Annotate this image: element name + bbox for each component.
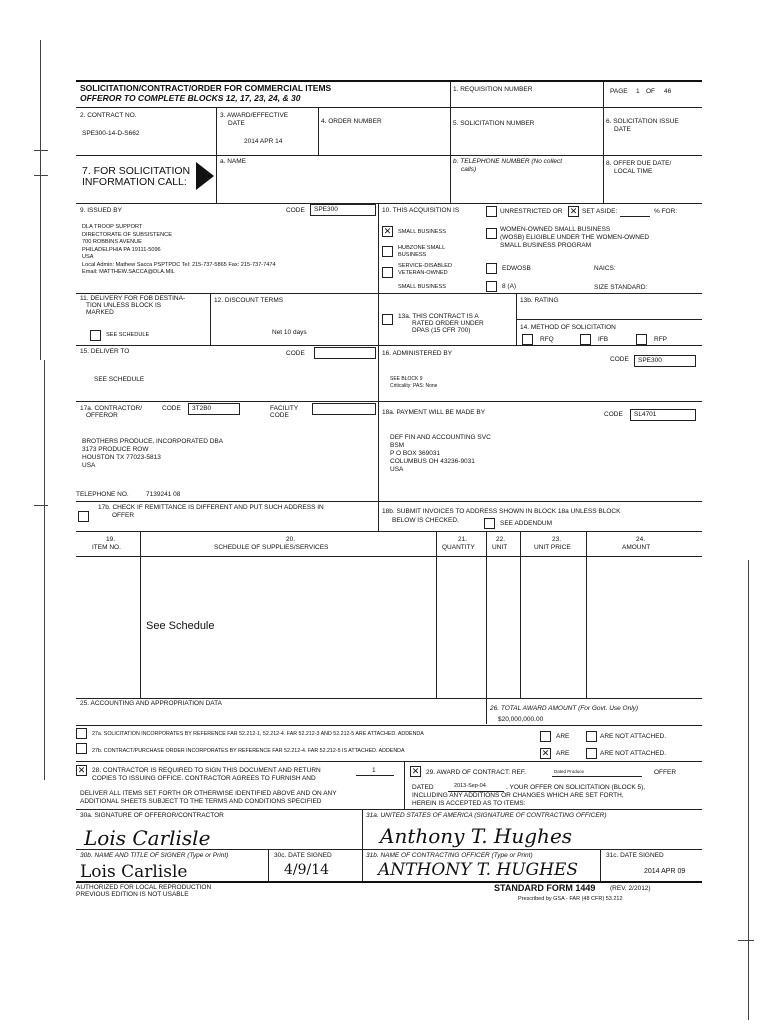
payment-line: BSM (390, 442, 405, 449)
form-revision: (REV. 2/2012) (610, 885, 651, 892)
right-margin-tick (738, 940, 754, 941)
unrestricted-label: UNRESTRICTED OR (500, 208, 563, 215)
divider (600, 849, 601, 881)
clause-28-checkbox[interactable]: ✕ (77, 765, 86, 775)
rfq-checkbox[interactable] (522, 334, 533, 345)
clause-29-line-4: HEREIN IS ACCEPTED AS TO ITEMS: (412, 800, 526, 807)
divider (76, 849, 702, 850)
divider (76, 203, 702, 204)
officer-date-signed: 2014 APR 09 (644, 868, 686, 875)
form-border-bottom (76, 881, 702, 883)
divider (216, 155, 217, 203)
clause-27b-checkbox[interactable] (76, 743, 87, 754)
contractor-code-label: CODE (162, 405, 181, 412)
clause-28-line-2: COPIES TO ISSUING OFFICE. CONTRACTOR AGREES TO FURNISH AND (92, 775, 316, 782)
27b-are-not-checkbox[interactable] (586, 748, 597, 759)
left-margin-tick (34, 175, 48, 176)
offeror-signature: Lois Carlisle (84, 826, 211, 850)
divider (362, 809, 363, 881)
officer-signature: Anthony T. Hughes (380, 824, 573, 848)
remittance-checkbox[interactable] (78, 511, 89, 522)
telephone-label-2: calls) (461, 166, 477, 173)
solicitation-number-label: 5. SOLICITATION NUMBER (453, 120, 535, 127)
clause-29-line-3: INCLUDING ANY ADDITIONS OR CHANGES WHICH ARE SET FORTH, (412, 792, 624, 799)
rated-order-checkbox[interactable] (382, 314, 393, 325)
divider (76, 531, 702, 532)
deliver-to-label: 15. DELIVER TO (80, 348, 130, 355)
divider (378, 203, 379, 293)
issued-line: USA (82, 254, 94, 260)
divider (76, 345, 702, 346)
ifb-label: IFB (598, 336, 609, 343)
payment-code-label: CODE (604, 411, 623, 418)
contractor-address (82, 438, 223, 470)
for-solicitation-line-1: 7. FOR SOLICITATION (82, 165, 191, 177)
clause-27a-checkbox[interactable] (76, 728, 87, 739)
administered-line-1: SEE BLOCK 9 (390, 376, 423, 382)
divider (378, 401, 379, 501)
contractor-date-signed-label: 30c. DATE SIGNED (274, 852, 332, 859)
left-margin-line (44, 360, 45, 780)
facility-label-2: CODE (270, 412, 289, 419)
unrestricted-checkbox[interactable] (486, 206, 497, 217)
name-label: a. NAME (220, 158, 247, 165)
form-number: STANDARD FORM 1449 (494, 883, 596, 893)
size-standard-label: SIZE STANDARD: (594, 284, 648, 291)
rated-order-label-2: RATED ORDER UNDER (412, 320, 484, 327)
divider (76, 698, 702, 699)
rfp-checkbox[interactable] (636, 334, 647, 345)
divider (516, 293, 517, 319)
order-number-label: 4. ORDER NUMBER (321, 118, 382, 125)
remittance-label-2: OFFER (112, 512, 135, 519)
rfp-label: RFP (654, 336, 667, 343)
telephone-label: b. TELEPHONE NUMBER (No collect (453, 158, 563, 165)
divider (450, 81, 451, 107)
rfq-label: RFQ (540, 336, 554, 343)
delivery-label-3: MARKED (86, 309, 114, 316)
signature-officer-label: 31a. UNITED STATES OF AMERICA (SIGNATURE OF CONTRACTING OFFICER) (366, 812, 607, 819)
page-of: OF (646, 88, 656, 95)
rated-order-label: 13a. THIS CONTRACT IS A (398, 313, 479, 320)
contractor-telephone: 7139241 08 (146, 491, 181, 498)
col-unit: UNIT (492, 544, 508, 551)
divider (76, 556, 702, 557)
issued-by-address (82, 224, 276, 277)
authorized-reproduction: AUTHORIZED FOR LOCAL REPRODUCTION (76, 884, 212, 891)
right-margin-line (748, 560, 749, 1020)
contract-no-label: 2. CONTRACT NO. (80, 112, 137, 119)
discount-terms-value: Net 10 days (272, 329, 307, 336)
col-item-no: ITEM NO. (92, 544, 121, 551)
issued-line: Email: MATTHEW.SACCA@DLA.MIL (82, 269, 175, 275)
hubzone-label-2: BUSINESS (398, 252, 427, 258)
edwosb-label: EDWOSB (502, 265, 531, 272)
officer-name-label: 31b. NAME OF CONTRACTING OFFICER (Type or Print) (366, 852, 533, 859)
issued-line: DIRECTORATE OF SUBSISTENCE (82, 231, 172, 238)
delivery-see-schedule-checkbox[interactable] (90, 330, 101, 341)
clause-29-date: 2013-Sep-04 (454, 783, 486, 789)
payment-line: USA (390, 466, 404, 473)
col-amount-num: 24. (636, 536, 646, 543)
officer-date-signed-label: 31c. DATE SIGNED (606, 852, 664, 859)
divider (76, 501, 702, 502)
divider (318, 107, 319, 155)
payment-line: COLUMBUS OH 43236-9031 (390, 458, 475, 465)
facility-code-box (312, 403, 376, 415)
page-label: PAGE (610, 88, 628, 95)
issued-by-code: SPE300 (314, 206, 338, 213)
clause-29-checkbox[interactable]: ✕ (411, 766, 420, 776)
divider (268, 849, 269, 881)
clause-28-copies: 1 (372, 767, 376, 774)
for-solicitation-line-2: INFORMATION CALL: (82, 176, 187, 188)
27a-are-checkbox[interactable] (540, 731, 551, 742)
pct-for-label: % FOR: (654, 208, 678, 215)
col-unit-price: UNIT PRICE (534, 544, 571, 551)
divider (76, 293, 702, 294)
issued-by-code-label: CODE (286, 207, 305, 214)
contract-no: SPE300-14-D-S662 (82, 130, 140, 137)
offer-due-label-2: LOCAL TIME (614, 168, 653, 175)
divider (76, 401, 702, 402)
schedule-col-divider (520, 531, 521, 698)
edwosb-checkbox[interactable] (486, 263, 497, 274)
divider (76, 155, 702, 156)
clause-27a: 27a. SOLICITATION INCORPORATES BY REFERENCE FAR 52.212-1, 52.212-4. FAR 52.212-3 AND 52.212-5 ARE ATTACHED. ADDENDA (92, 731, 424, 737)
delivery-label-2: TION UNLESS BLOCK IS (86, 302, 162, 309)
deliver-to-code-box (314, 347, 376, 359)
for-solicitation-label (82, 166, 190, 188)
schedule-col-divider (436, 531, 437, 698)
administered-code: SPE300 (638, 357, 662, 364)
clause-29-offer: OFFER (654, 769, 677, 776)
contractor-line: HOUSTON TX 77023-5813 (82, 454, 161, 461)
col-item-no-num: 19. (106, 536, 116, 543)
form-title: SOLICITATION/CONTRACT/ORDER FOR COMMERCIAL ITEMS (80, 83, 332, 93)
left-margin-tick (34, 150, 48, 151)
set-aside-checkbox[interactable]: ✕ (569, 206, 578, 216)
issued-line: DLA TROOP SUPPORT (82, 224, 143, 230)
discount-terms-label: 12. DISCOUNT TERMS (214, 297, 284, 304)
8a-label: 8 (A) (502, 283, 517, 290)
col-quantity-num: 21. (458, 536, 468, 543)
left-margin-tick (34, 505, 48, 506)
solicitation-issue-label-2: DATE (614, 126, 631, 133)
divider (378, 501, 379, 531)
ref-underline (552, 776, 642, 777)
divider (378, 293, 379, 345)
wosb-checkbox[interactable] (486, 228, 497, 239)
27a-are-label: ARE (556, 733, 570, 740)
divider (76, 107, 702, 108)
signature-offeror-label: 30a. SIGNATURE OF OFFEROR/CONTRACTOR (80, 812, 224, 819)
officer-name: ANTHONY T. HUGHES (378, 860, 579, 880)
sdvosb-label-3: SMALL BUSINESS (398, 284, 446, 290)
col-unit-num: 22. (496, 536, 506, 543)
prescribed-by: Prescribed by GSA - FAR (48 CFR) 53.212 (518, 896, 623, 902)
naics-label: NAICS: (594, 265, 616, 272)
divider (76, 725, 702, 726)
issued-by-label: 9. ISSUED BY (80, 207, 122, 214)
clause-28-line-3: DELIVER ALL ITEMS SET FORTH OR OTHERWISE IDENTIFIED ABOVE AND ON ANY (80, 790, 337, 797)
requisition-label: 1. REQUISITION NUMBER (453, 86, 533, 93)
page-total: 46 (664, 88, 672, 95)
delivery-label: 11. DELIVERY FOR FOB DESTINA- (80, 295, 186, 302)
8a-checkbox[interactable] (486, 281, 497, 292)
clause-29-line-2: . YOUR OFFER ON SOLICITATION (BLOCK 5), (506, 784, 646, 791)
hubzone-label: HUBZONE SMALL (398, 245, 446, 251)
divider (603, 81, 604, 107)
facility-label: FACILITY (270, 405, 299, 412)
payment-code: SL4701 (634, 411, 657, 418)
27b-are-not-label: ARE NOT ATTACHED. (600, 750, 667, 757)
rating-label: 13b. RATING (520, 297, 559, 304)
signer-name: Lois Carlisle (80, 862, 188, 882)
col-quantity: QUANTITY (442, 544, 475, 551)
clause-29: 29. AWARD OF CONTRACT: REF. (426, 769, 526, 776)
divider (216, 107, 217, 155)
issued-line: 700 ROBBINS AVENUE (82, 239, 142, 245)
form-subtitle: OFFEROR TO COMPLETE BLOCKS 12, 17, 23, 24, & 30 (80, 93, 301, 103)
sdvosb-checkbox[interactable] (382, 267, 393, 278)
submit-invoices-label-2: BELOW IS CHECKED. (392, 517, 459, 524)
schedule-body: See Schedule (146, 620, 215, 632)
small-business-checkbox[interactable]: ✕ (383, 226, 392, 236)
sdvosb-label-2: VETERAN-OWNED (398, 270, 448, 276)
deliver-to-code-label: CODE (286, 350, 305, 357)
clause-29-ref: Dated Produce (554, 769, 585, 774)
wosb-label-2: (WOSB) ELIGIBLE UNDER THE WOMEN-OWNED (500, 234, 650, 241)
remittance-label: 17b. CHECK IF REMITTANCE IS DIFFERENT AND PUT SUCH ADDRESS IN (98, 504, 324, 511)
col-schedule-num: 20. (286, 536, 296, 543)
set-aside-pct-line (620, 216, 650, 217)
divider (378, 345, 379, 401)
ifb-checkbox[interactable] (580, 334, 591, 345)
submit-invoices-label: 18b. SUBMIT INVOICES TO ADDRESS SHOWN IN BLOCK 18a UNLESS BLOCK (382, 508, 621, 515)
contractor-telephone-label: TELEPHONE NO. (76, 491, 129, 498)
wosb-label-3: SMALL BUSINESS PROGRAM (500, 242, 592, 249)
divider (210, 293, 211, 345)
payment-address (390, 434, 491, 474)
payment-line: P O BOX 369031 (390, 450, 441, 457)
signer-name-label: 30b. NAME AND TITLE OF SIGNER (Type or Print) (80, 852, 229, 859)
col-schedule: SCHEDULE OF SUPPLIES/SERVICES (214, 544, 329, 551)
divider (516, 319, 517, 345)
administered-code-label: CODE (610, 356, 629, 363)
copies-underline (356, 775, 394, 776)
administered-line-2: Criticality: PAS: None (390, 383, 438, 389)
small-business-label: SMALL BUSINESS (398, 229, 446, 235)
schedule-col-divider (486, 531, 487, 698)
award-date-label-2: DATE (228, 120, 245, 127)
total-award-label: 26. TOTAL AWARD AMOUNT (For Govt. Use Only) (490, 705, 639, 712)
form-border-top (76, 80, 702, 82)
divider (603, 107, 604, 155)
schedule-col-divider (140, 531, 141, 698)
clause-28: 28. CONTRACTOR IS REQUIRED TO SIGN THIS DOCUMENT AND RETURN (92, 767, 321, 774)
see-addendum-checkbox[interactable] (484, 518, 495, 529)
schedule-col-divider (586, 531, 587, 698)
accounting-label: 25. ACCOUNTING AND APPROPRIATION DATA (80, 700, 222, 707)
page-number: 1 (636, 88, 640, 95)
divider (450, 107, 451, 155)
solicitation-issue-label: 6. SOLICITATION ISSUE (606, 118, 679, 125)
divider (450, 155, 451, 203)
27b-are-label: ARE (556, 750, 570, 757)
contractor-label-2: OFFEROR (86, 412, 118, 419)
payment-line: DEF FIN AND ACCOUNTING SVC (390, 434, 491, 441)
administered-by-label: 16. ADMINISTERED BY (382, 350, 453, 357)
offer-due-label: 8. OFFER DUE DATE/ (606, 160, 672, 167)
clause-28-line-4: ADDITIONAL SHEETS SUBJECT TO THE TERMS AND CONDITIONS SPECIFIED (80, 798, 322, 805)
previous-edition: PREVIOUS EDITION IS NOT USABLE (76, 891, 189, 898)
sdvosb-label: SERVICE-DISABLED (398, 263, 452, 269)
left-margin-line (40, 40, 41, 360)
contractor-line: BROTHERS PRODUCE, INCORPORATED DBA (82, 438, 224, 445)
contractor-date-signed: 4/9/14 (284, 862, 330, 878)
27b-are-checkbox[interactable]: ✕ (541, 748, 550, 758)
issued-line: Local Admin: Mathew Sacca PSPTPDC Tel: 215-737-5865 Fax: 215-737-7474 (82, 261, 276, 268)
see-addendum-label: SEE ADDENDUM (500, 520, 553, 527)
payment-label: 18a. PAYMENT WILL BE MADE BY (382, 409, 486, 416)
delivery-see-schedule: SEE SCHEDULE (106, 332, 150, 338)
divider (76, 809, 702, 810)
divider (603, 155, 604, 203)
clause-27b: 27b. CONTRACT/PURCHASE ORDER INCORPORATES BY REFERENCE FAR 52.212-4. FAR 52.212-5 IS ATTACHED. ADDENDA (92, 748, 405, 754)
wosb-label: WOMEN-OWNED SMALL BUSINESS (500, 226, 611, 233)
arrow-right-icon (196, 162, 214, 190)
divider (516, 319, 702, 320)
issued-line: PHILADELPHIA PA 19111-5096 (82, 246, 161, 253)
clause-29-dated: DATED (412, 784, 434, 791)
acquisition-label: 10. THIS ACQUISITION IS (382, 207, 460, 214)
divider (76, 761, 702, 762)
rated-order-label-3: DPAS (15 CFR 700) (412, 327, 471, 334)
total-award-value: $20,000,000.00 (498, 716, 544, 723)
contractor-line: USA (82, 462, 96, 469)
col-unit-price-num: 23. (552, 536, 562, 543)
set-aside-label: SET ASIDE: (582, 208, 618, 215)
divider (486, 698, 487, 724)
divider (404, 761, 405, 809)
contractor-label: 17a. CONTRACTOR/ (80, 405, 143, 412)
27a-are-not-checkbox[interactable] (586, 731, 597, 742)
contractor-line: 3173 PRODUCE ROW (82, 446, 149, 453)
deliver-to-value: SEE SCHEDULE (94, 376, 145, 383)
hubzone-checkbox[interactable] (382, 246, 393, 257)
method-label: 14. METHOD OF SOLICITATION (520, 324, 616, 331)
award-date-label: 3. AWARD/EFFECTIVE (220, 112, 289, 119)
27a-are-not-label: ARE NOT ATTACHED. (600, 733, 667, 740)
col-amount: AMOUNT (622, 544, 651, 551)
contractor-code: 3T2B0 (192, 405, 212, 412)
award-date: 2014 APR 14 (244, 138, 283, 145)
